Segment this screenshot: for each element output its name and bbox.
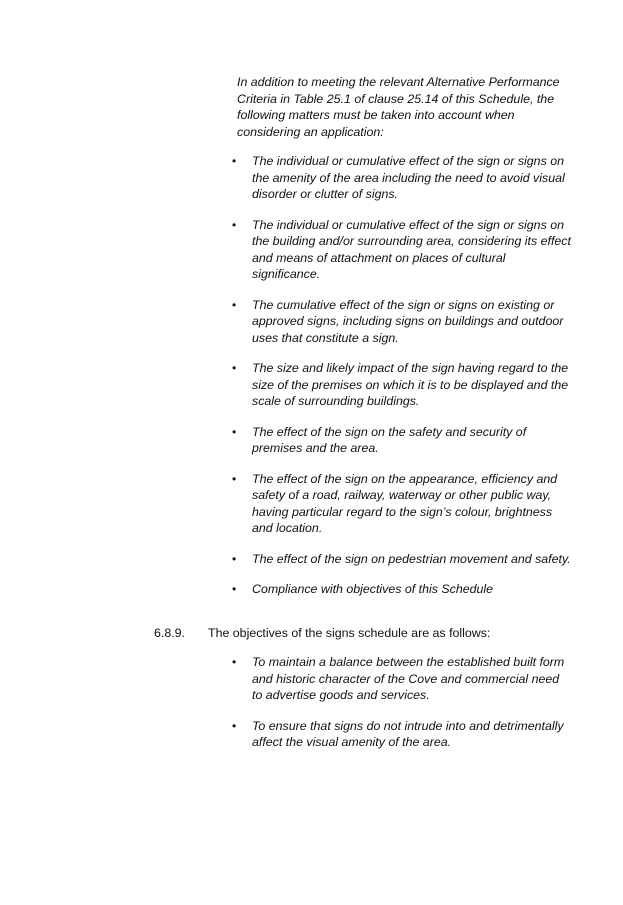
bullet-icon: • xyxy=(232,297,237,312)
list-item-text: The size and likely impact of the sign having regard to the size of the premises on which it is to be displayed and the scale of surrounding buildings. xyxy=(252,361,569,408)
list-item xyxy=(232,551,572,568)
bullet-icon: • xyxy=(232,551,237,566)
list-item xyxy=(232,718,572,751)
list-item-text: Compliance with objectives of this Schedule xyxy=(252,582,494,596)
list-item-text: To maintain a balance between the established built form and historic character of the Cove and commercial need to advertise goods and services. xyxy=(252,655,565,702)
list-item xyxy=(232,217,572,283)
clause-number: 6.8.9. xyxy=(154,626,186,640)
bullet-icon: • xyxy=(232,655,237,669)
clause-text: The objectives of the signs schedule are as follows: xyxy=(208,626,491,640)
bullet-icon: • xyxy=(232,471,237,486)
list-item xyxy=(232,360,572,410)
list-item xyxy=(232,424,572,457)
list-item-text: To ensure that signs do not intrude into and detrimentally affect the visual amenity of the area. xyxy=(252,718,564,749)
list-item-text: The effect of the sign on pedestrian movement and safety. xyxy=(252,551,571,566)
list-item-text: The effect of the sign on the appearance, efficiency and safety of a road, railway, waterway or other public way, having particular regard to the sign’s colour, brightness and location. xyxy=(252,471,558,535)
list-item xyxy=(232,153,572,203)
bullet-icon: • xyxy=(232,582,237,596)
list-item-text: The individual or cumulative effect of the sign or signs on the building and/or surrounding area, considering its effect and means of attachment on places of cultural significance. xyxy=(252,217,571,281)
list-item xyxy=(232,297,572,347)
intro-paragraph: In addition to meeting the relevant Alternative Performance Criteria in Table 25.1 of clause 25.14 of this Schedule, the following matters must be taken into account when considering an application: xyxy=(237,75,560,139)
bullet-icon: • xyxy=(232,718,237,733)
list-item xyxy=(232,654,572,704)
bullet-icon: • xyxy=(232,154,237,168)
clause-6-8-9 xyxy=(154,625,574,642)
objectives-list xyxy=(232,654,572,765)
bullet-icon: • xyxy=(232,361,237,375)
list-item xyxy=(232,471,572,537)
bullet-icon: • xyxy=(232,217,237,232)
list-item-text: The individual or cumulative effect of the sign or signs on the amenity of the area including the need to avoid visual disorder or clutter of signs. xyxy=(252,154,565,201)
list-item-text: The cumulative effect of the sign or signs on existing or approved signs, including signs on buildings and outdoor uses that constitute a sign. xyxy=(252,297,564,345)
bullet-icon: • xyxy=(232,424,237,439)
considerations-list xyxy=(232,153,572,612)
list-item xyxy=(232,581,572,598)
list-item-text: The effect of the sign on the safety and security of premises and the area. xyxy=(252,424,527,455)
